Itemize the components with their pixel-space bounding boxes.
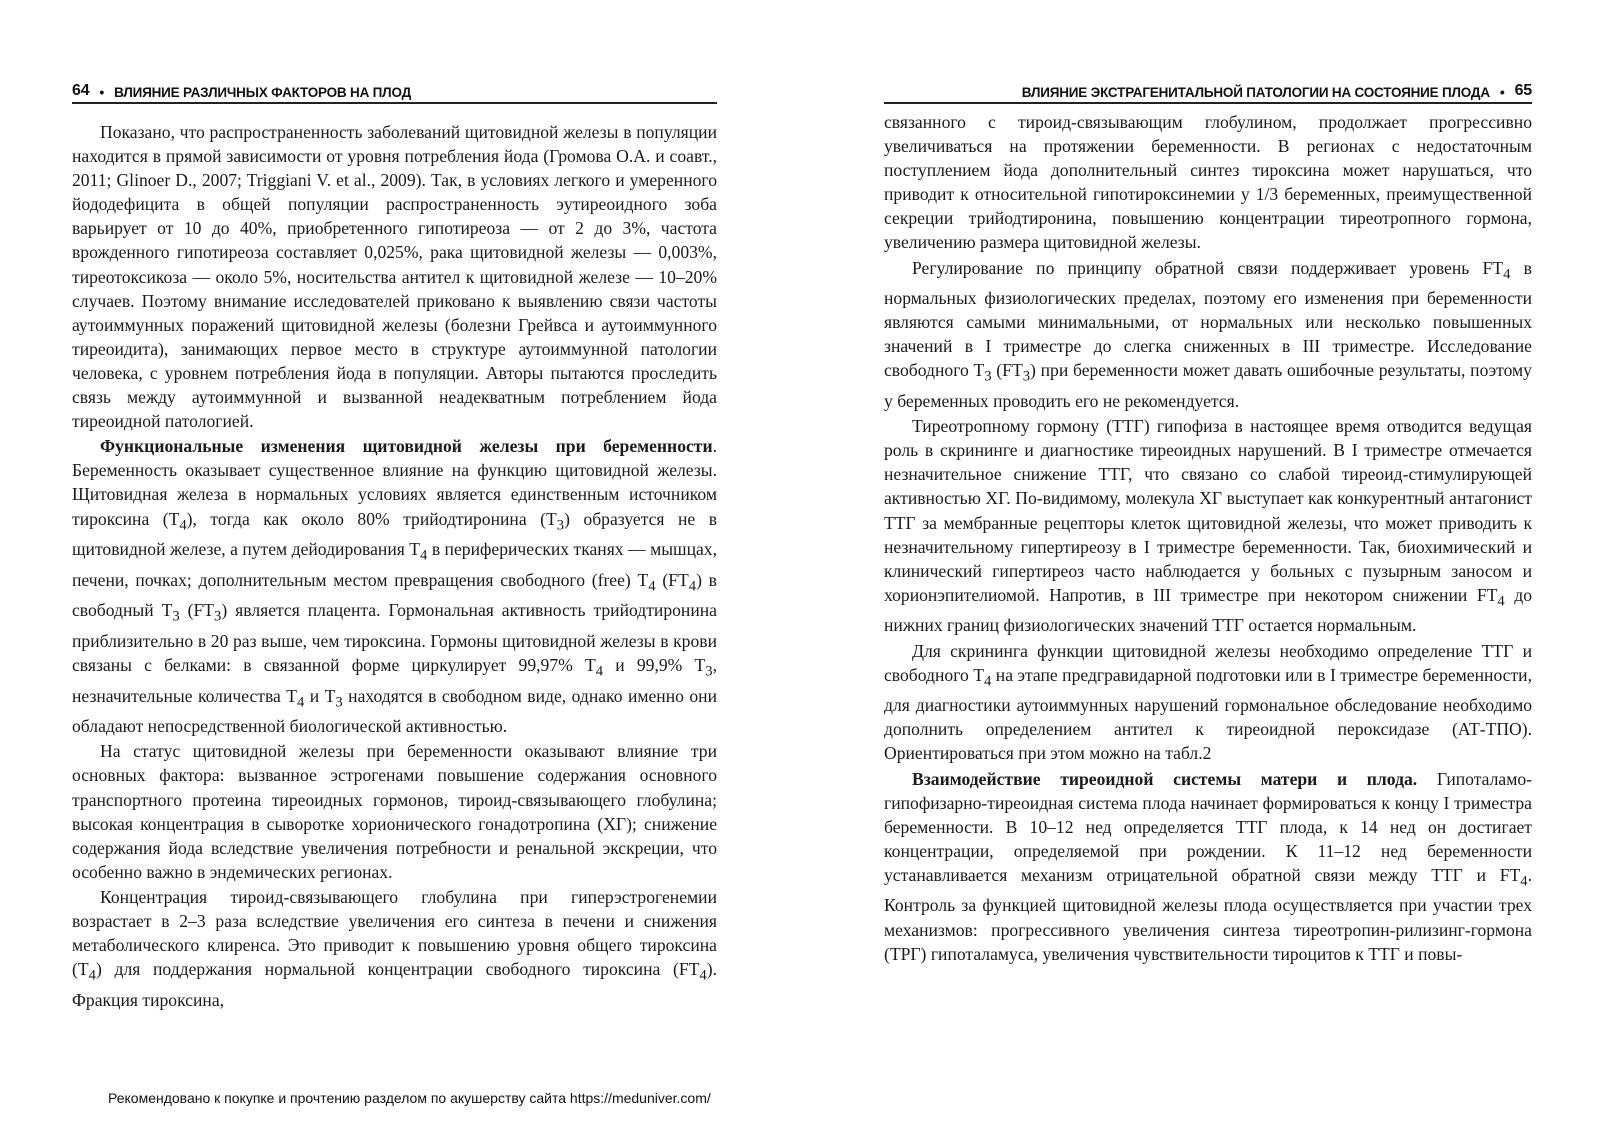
paragraph: Концентрация тироид-связывающего глобулина при гиперэстрогенемии возрастает в 2–3 раза вследствие увеличения его синтеза в печени и снижения метаболического клиренса. Это приводит к повышению уровня общего тироксина $(T_4)$ для поддержания нормальной концентрации свободного тироксина $(FT_4)$. Фракция тироксина, [72,886,717,1010]
paragraph: Показано, что распространенность заболеваний щитовидной железы в популяции находится в прямой зависимости от уровня потребления йода (Громова О.А. и соавт., 2011; Glinoer D., 2007; Triggiani V. et al., 2009). Так, в условиях легкого и умеренного йододефицита в общей популяции распространенность эутиреоидного зоба варьирует от 10 до 40%, приобретенного гипотиреоза — от 2 до 3%, частота врожденного гипотиреоза составляет 0,025%, рака щитовидной железы — 0,003%, тиреотоксикоза — около 5%, носительства антител к щитовидной железе — 10–20% случаев. Поэтому внимание исследователей приковано к выявлению связи частоты аутоиммунных поражений щитовидной железы (болезни Грейвса и аутоиммунного тиреоидита), занимающих первое место в структуре аутоиммунной патологии человека, с уровнем потребления йода в популяции. Авторы пытаются проследить связь между аутоиммунной и вызванной неадекватным потреблением йода тиреоидной патологией. [72,122,717,432]
left-page-body [72,120,717,1013]
bullet-separator: • [99,84,105,100]
paragraph: Для скрининга функции щитовидной железы необходимо определение ТТГ и свободного $T_4$ на этапе предгравидарной подготовки или в I триместре беременности, для диагностики аутоиммунных нарушений гормональное обследование необходимо дополнить определением антител к тиреоидной пероксидазе (АТ-ТПО). Ориентироваться при этом можно на табл.2 [884,640,1532,764]
bullet-separator: • [1499,84,1505,100]
paragraph: На статус щитовидной железы при беременности оказывают влияние три основных фактора: вызванное эстрогенами повышение содержания основного транспортного протеина тиреоидных гормонов, тироид-связывающего глобулина; высокая концентрация в сыворотке хорионического гонадотропина (ХГ); снижение содержания йода вследствие увеличения потребности и ренальной экскреции, что особенно важно в эндемических регионах. [72,741,717,882]
page-number: 64 [72,82,90,99]
section-heading: Функциональные изменения щитовидной железы при беременности [100,436,713,457]
running-head-title: ВЛИЯНИЕ ЭКСТРАГЕНИТАЛЬНОЙ ПАТОЛОГИИ НА СОСТОЯНИЕ ПЛОДА [1021,85,1490,100]
paragraph: Тиреотропному гормону (ТТГ) гипофиза в настоящее время отводится ведущая роль в скрининге и диагностике тиреоидных нарушений. В I триместре отмечается незначительное снижение ТТГ, что связано со слабой тиреоид-стимулирующей активностью ХГ. По-видимому, молекула ХГ выступает как конкурентный антагонист ТТГ за мембранные рецепторы клеток щитовидной железы, что может приводить к незначительному гипертиреозу в I триместре беременности. Так, биохимический и клинический гипертиреоз часто наблюдается у больных с пузырным заносом и хорионэпителиомой. Напротив, в III триместре при некотором снижении $FT_4$ до нижних границ физиологических значений ТТГ остается нормальным. [884,416,1532,636]
paragraph: Функциональные изменения щитовидной железы при беременности. Беременность оказывает существенное влияние на функцию щитовидной железы. Щитовидная железа в нормальных условиях является единственным источником тироксина $(T_4)$, тогда как около 80% трийодтиронина $(T_3)$ образуется не в щитовидной железе, а путем дейодирования $T_4$ в периферических тканях — мышцах, печени, почках; дополнительным местом превращения свободного (free) $T_4$ $(FT_4)$ в свободный $T_3$ $(FT_3)$ является плацента. Гормональная активность трийодтиронина приблизительно в 20 раз выше, чем тироксина. Гормоны щитовидной железы в крови связаны с белками: в связанной форме циркулирует 99,97% $T_4$ и 99,9% $T_3$, незначительные количества $T_4$ и $T_3$ находятся в свободном виде, однако именно они обладают непосредственной биологической активностью. [72,436,718,737]
running-head-right [884,82,1532,104]
paragraph: связанного с тироид-связывающим глобулином, продолжает прогрессивно увеличиваться на протяжении беременности. В регионах с недостаточным поступлением йода дополнительный синтез тироксина может нарушаться, что приводит к относительной гипотироксинемии у 1/3 беременных, преимущественной секреции трийодтиронина, повышению концентрации тиреотропного гормона, увеличению размера щитовидной железы. [884,112,1532,253]
running-head-title: ВЛИЯНИЕ РАЗЛИЧНЫХ ФАКТОРОВ НА ПЛОД [114,85,411,100]
paragraph: Регулирование по принципу обратной связи поддерживает уровень $FT_4$ в нормальных физиологических пределах, поэтому его изменения при беременности являются самыми минимальными, от нормальных или несколько повышенных значений в I триместре до слегка сниженных в III триместре. Исследование свободного $T_3$ $(FT_3)$ при беременности может давать ошибочные результаты, поэтому у беременных проводить его не рекомендуется. [884,257,1532,412]
paragraph: Взаимодействие тиреоидной системы матери и плода. Гипоталамо-гипофизарно-тиреоидная система плода начинает формироваться к концу I триместра беременности. В 10–12 нед определяется ТТГ плода, к 14 нед он достигает концентрации, определяемой при рождении. К 11–12 нед беременности устанавливается механизм отрицательной обратной связи между ТТГ и $FT_4$. Контроль за функцией щитовидной железы плода осуществляется при участии трех механизмов: прогрессивного увеличения синтеза тиреотропин-рилизинг-гормона (ТРГ) гипоталамуса, увеличения чувствительности тироцитов к ТТГ и повы- [884,768,1532,964]
section-heading: Взаимодействие тиреоидной системы матери и плода. [912,768,1418,789]
right-page-body [884,110,1532,967]
footer-note: Рекомендовано к покупке и прочтению разделом по акушерству сайта https://meduniver.com/ [108,1090,711,1106]
page-number: 65 [1514,82,1532,99]
running-head-left [72,82,717,104]
